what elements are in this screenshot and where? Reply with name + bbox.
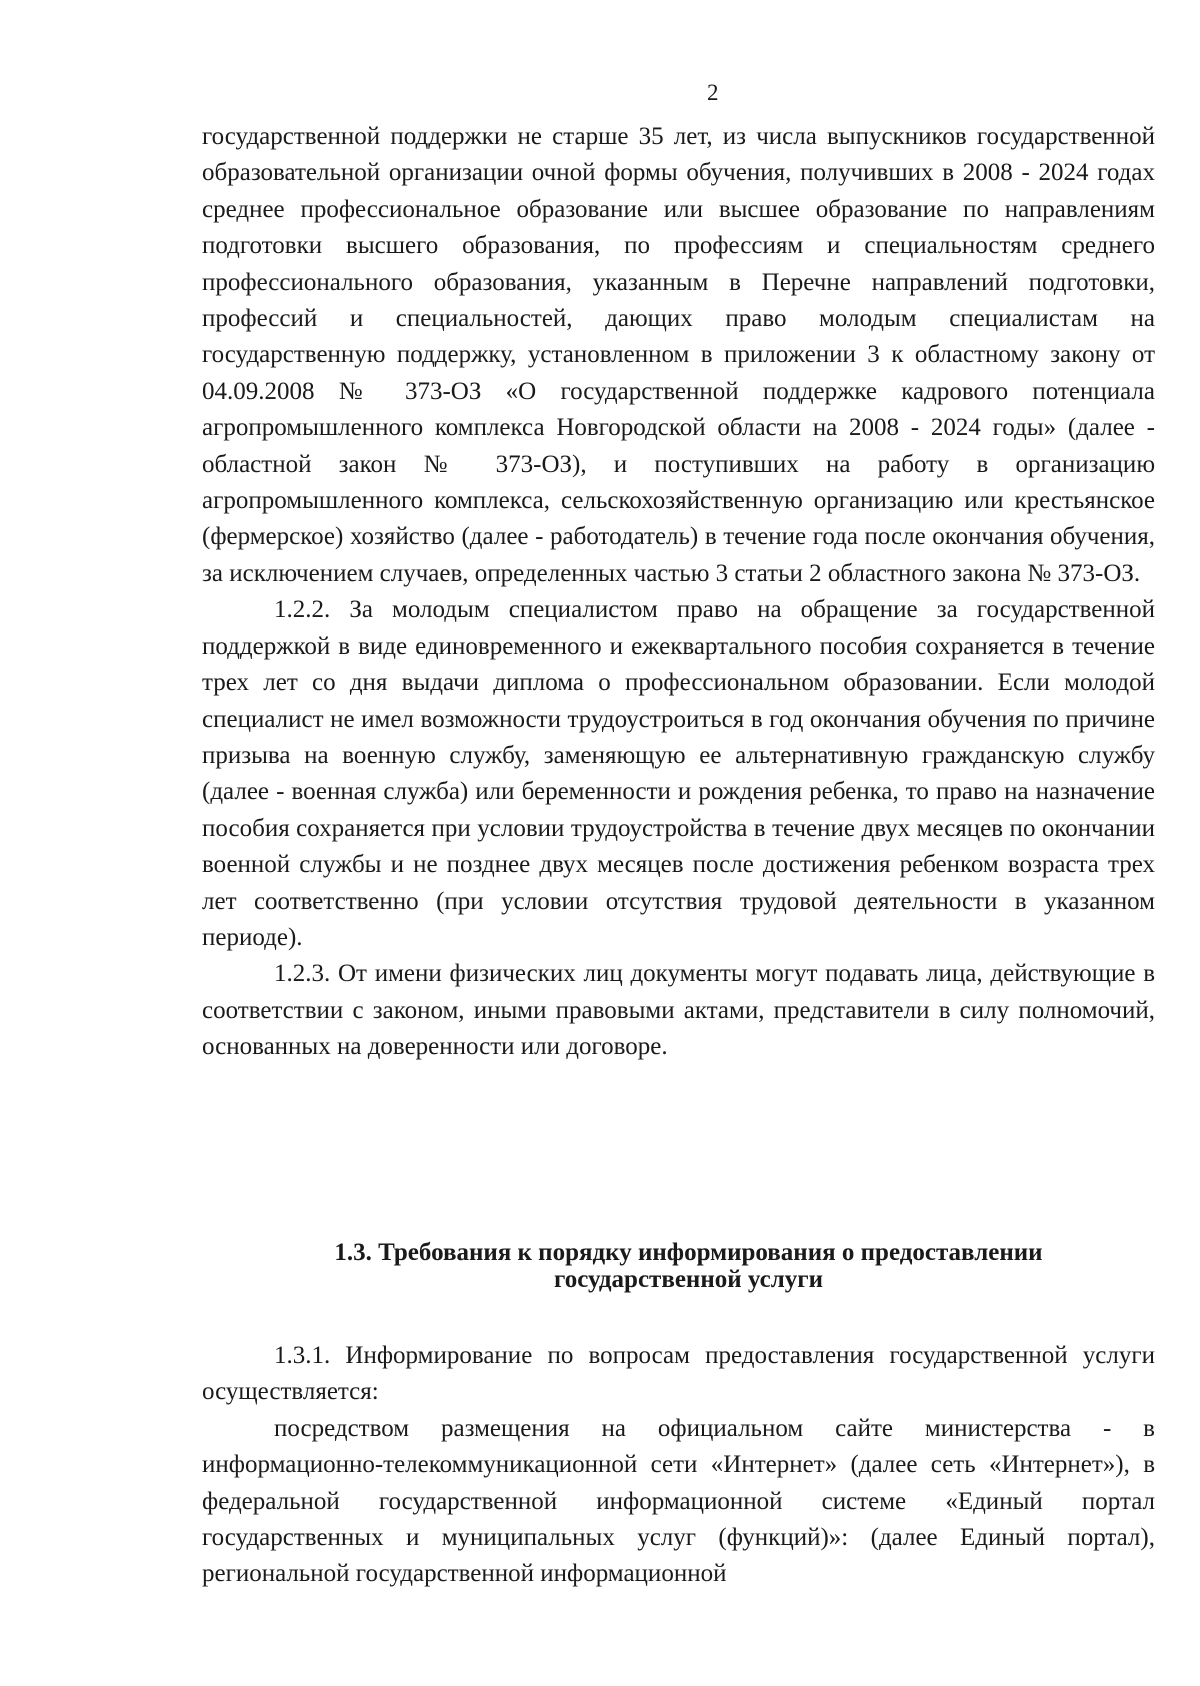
- paragraph-intro-continued: государственной поддержки не старше 35 лет, из числа выпускников государственной образовательной организации очной формы обучения, получивших в 2008 - 2024 годах среднее профессиональное образование или высшее образование по направлениям подготовки высшего образования, по профессиям и специальностям среднего профессионального образования, указанным в Перечне направлений подготовки, профессий и специальностей, дающих право молодым специалистам на государственную поддержку, установленном в приложении 3 к областному закону от 04.09.2008 № 373-ОЗ «О государственной поддержке кадрового потенциала агропромышленного комплекса Новгородской области на 2008 - 2024 годы» (далее - областной закон № 373-ОЗ), и поступивших на работу в организацию агропромышленного комплекса, сельскохозяйственную организацию или крестьянское (фермерское) хозяйство (далее - работодатель) в течение года после окончания обучения, за исключением случаев, определенных частью 3 статьи 2 областного закона № 373-ОЗ.: [202, 123, 1155, 587]
- page-number-text: 2: [707, 80, 719, 105]
- paragraph-posredstvom: посредством размещения на официальном сайте министерства - в информационно-телекоммуникационной сети «Интернет» (далее сеть «Интернет»), в федеральной государственной информационной системе «Единый портал государственных и муниципальных услуг (функций)»: (далее Единый портал), региональной государственной информационной: [202, 1414, 1155, 1588]
- section-heading-line-2: государственной услуги: [553, 1266, 824, 1293]
- body-text-top: [202, 119, 1155, 1066]
- section-heading-1-3: [202, 1239, 1155, 1293]
- body-text-bottom: [202, 1338, 1155, 1593]
- paragraph-1-3-1: 1.3.1. Информирование по вопросам предоставления государственной услуги осуществляется:: [202, 1342, 1155, 1406]
- paragraph-1-2-3: 1.2.3. От имени физических лиц документы могут подавать лица, действующие в соответствии с законом, иными правовыми актами, представители в силу полномочий, основанных на доверенности или договоре.: [202, 960, 1155, 1061]
- section-heading-line-1: 1.3. Требования к порядку информирования о предоставлении: [334, 1239, 1043, 1266]
- paragraph-1-2-2: 1.2.2. За молодым специалистом право на обращение за государственной поддержкой в виде единовременного и ежеквартального пособия сохраняется в течение трех лет со дня выдачи диплома о профессиональном образовании. Если молодой специалист не имел возможности трудоустроиться в год окончания обучения по причине призыва на военную службу, заменяющую ее альтернативную гражданскую службу (далее - военная служба) или беременности и рождения ребенка, то право на назначение пособия сохраняется при условии трудоустройства в течение двух месяцев по окончании военной службы и не позднее двух месяцев после достижения ребенком возраста трех лет соответственно (при условии отсутствия трудовой деятельности в указанном периоде).: [202, 596, 1155, 951]
